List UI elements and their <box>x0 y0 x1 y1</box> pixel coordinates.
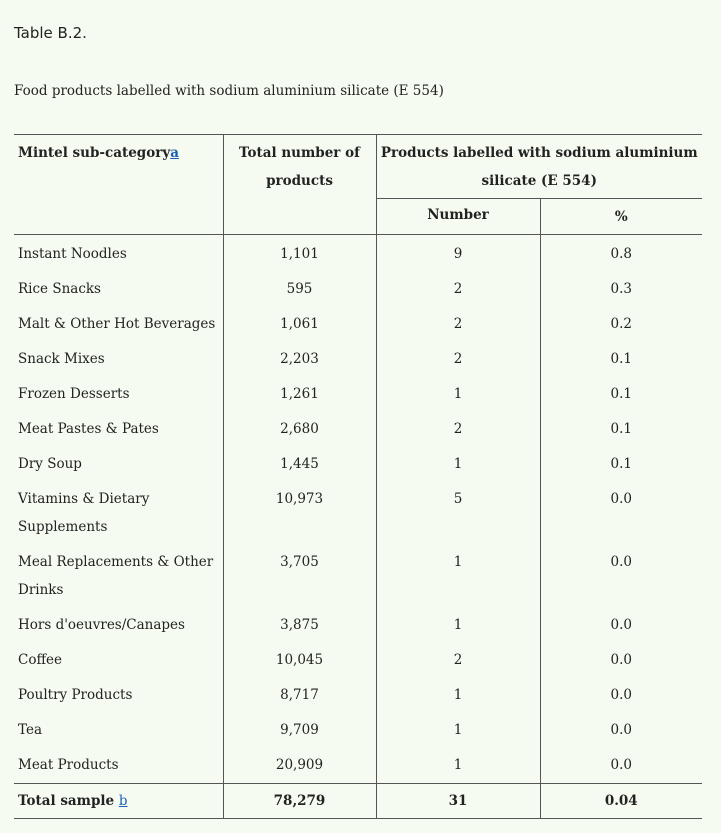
row-category: Instant Noodles <box>18 246 127 262</box>
row-number: 2 <box>376 412 540 447</box>
row-percent: 0.3 <box>540 272 702 307</box>
row-total: 3,705 <box>223 545 376 608</box>
row-total: 10,973 <box>223 482 376 545</box>
row-category: Snack Mixes <box>18 351 105 367</box>
table-row <box>14 678 702 713</box>
row-number: 2 <box>376 643 540 678</box>
row-percent: 0.0 <box>540 545 702 608</box>
table-row <box>14 447 702 482</box>
row-percent: 0.0 <box>540 608 702 643</box>
row-percent: 0.2 <box>540 307 702 342</box>
row-category: Dry Soup <box>18 456 82 472</box>
row-percent: 0.1 <box>540 377 702 412</box>
row-percent: 0.0 <box>540 643 702 678</box>
row-number: 1 <box>376 545 540 608</box>
row-percent: 0.1 <box>540 412 702 447</box>
row-number: 2 <box>376 272 540 307</box>
row-total: 595 <box>223 272 376 307</box>
row-total: 1,261 <box>223 377 376 412</box>
data-table <box>14 134 702 819</box>
row-category: Meat Products <box>18 757 119 773</box>
table-row <box>14 643 702 678</box>
row-category: Hors d'oeuvres/Canapes <box>18 617 185 633</box>
total-label-cell <box>14 784 223 819</box>
row-category: Tea <box>18 722 42 738</box>
header-number: Number <box>376 199 540 235</box>
row-total: 20,909 <box>223 748 376 784</box>
row-total: 10,045 <box>223 643 376 678</box>
row-number: 1 <box>376 608 540 643</box>
row-number: 1 <box>376 713 540 748</box>
footnote-link-b[interactable]: b <box>118 793 128 809</box>
row-category: Meal Replacements & Other Drinks <box>18 554 214 598</box>
row-category: Coffee <box>18 652 63 668</box>
row-category: Meat Pastes & Pates <box>18 421 159 437</box>
row-number: 1 <box>376 447 540 482</box>
row-category: Malt & Other Hot Beverages <box>18 316 216 332</box>
table-row <box>14 235 702 273</box>
table-row <box>14 342 702 377</box>
row-number: 2 <box>376 342 540 377</box>
table-row <box>14 748 702 784</box>
row-total: 8,717 <box>223 678 376 713</box>
table-row <box>14 377 702 412</box>
row-number: 5 <box>376 482 540 545</box>
row-percent: 0.8 <box>540 235 702 273</box>
footnote-link-a[interactable]: a <box>170 145 179 161</box>
row-percent: 0.1 <box>540 342 702 377</box>
header-category <box>14 135 223 235</box>
total-label: Total sample <box>18 793 115 809</box>
table-row <box>14 272 702 307</box>
row-total: 2,203 <box>223 342 376 377</box>
table-caption: Food products labelled with sodium aluminium silicate (E 554) <box>14 83 444 99</box>
row-total: 1,445 <box>223 447 376 482</box>
row-total: 3,875 <box>223 608 376 643</box>
table-body <box>14 235 702 784</box>
row-total: 9,709 <box>223 713 376 748</box>
table-row <box>14 412 702 447</box>
row-percent: 0.0 <box>540 748 702 784</box>
row-total: 1,101 <box>223 235 376 273</box>
table-heading: Table B.2. <box>14 24 87 42</box>
table-row <box>14 307 702 342</box>
table-row <box>14 482 702 545</box>
row-number: 9 <box>376 235 540 273</box>
row-percent: 0.0 <box>540 713 702 748</box>
table-row <box>14 545 702 608</box>
row-number: 1 <box>376 377 540 412</box>
total-percent: 0.04 <box>540 784 702 819</box>
row-percent: 0.0 <box>540 482 702 545</box>
row-category: Poultry Products <box>18 687 133 703</box>
row-number: 1 <box>376 678 540 713</box>
row-category: Frozen Desserts <box>18 386 130 402</box>
total-number: 31 <box>376 784 540 819</box>
header-labelled: Products labelled with sodium aluminium silicate (E 554) <box>376 135 702 199</box>
header-category-label: Mintel sub-category <box>18 145 171 161</box>
table-row <box>14 608 702 643</box>
row-percent: 0.0 <box>540 678 702 713</box>
row-number: 2 <box>376 307 540 342</box>
header-percent: % <box>540 199 702 235</box>
table-row <box>14 713 702 748</box>
total-products: 78,279 <box>223 784 376 819</box>
row-number: 1 <box>376 748 540 784</box>
row-total: 2,680 <box>223 412 376 447</box>
row-category: Rice Snacks <box>18 281 101 297</box>
row-category: Vitamins & Dietary Supplements <box>18 491 150 535</box>
header-total: Total number of products <box>223 135 376 235</box>
row-percent: 0.1 <box>540 447 702 482</box>
row-total: 1,061 <box>223 307 376 342</box>
total-row <box>14 784 702 819</box>
